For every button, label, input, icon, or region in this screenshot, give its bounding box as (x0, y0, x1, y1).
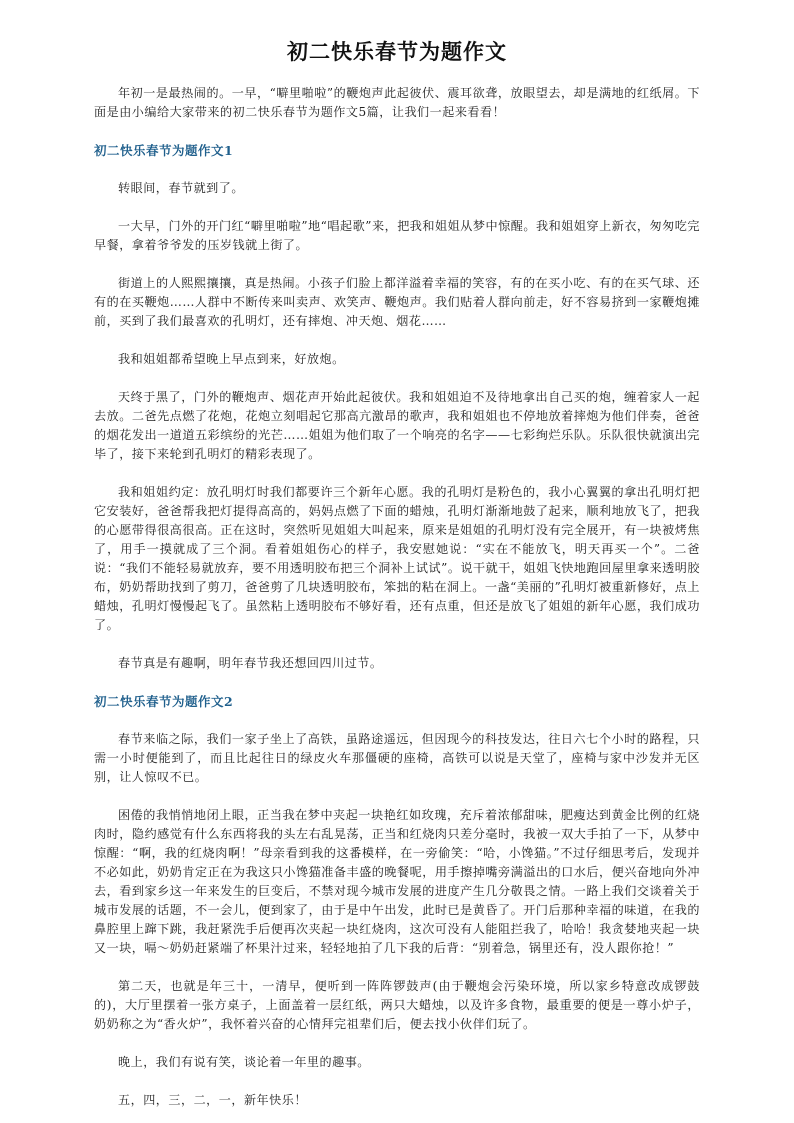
intro-paragraph: 年初一是最热闹的。一早，“噼里啪啦”的鞭炮声此起彼伏、震耳欲聋，放眼望去，却是满地的红纸屑。下面是由小编给大家带来的初二快乐春节为题作文5篇，让我们一起来看看！ (94, 86, 700, 119)
essay-2-heading: 初二快乐春节为题作文2 (94, 694, 234, 709)
spacer (94, 787, 700, 806)
spacer (94, 673, 700, 692)
spacer (94, 255, 700, 274)
essay-1-paragraph-1: 转眼间，春节就到了。 (118, 181, 244, 195)
spacer (94, 122, 700, 141)
essay-1-paragraph-5: 天终于黑了，门外的鞭炮声、烟花声开始此起彼伏。我和姐姐迫不及待地拿出自己买的炮，缠着家人一起去放。二爸先点燃了花炮，花炮立刻唱起它那高亢激昂的歌声，我和姐姐也不停地放着摔炮为他们伴奏，爸爸的烟花发出一道道五彩缤纷的光芒……姐姐为他们取了一个响亮的名字——七彩绚烂乐队。乐队很快就演出完毕了，接下来轮到孔明灯的精彩表现了。 (94, 390, 700, 461)
spacer (94, 464, 700, 483)
spacer (94, 331, 700, 350)
spacer (94, 711, 700, 730)
spacer (94, 1072, 700, 1091)
essay-1-paragraph-3: 街道上的人熙熙攘攘，真是热闹。小孩子们脸上都洋溢着幸福的笑容，有的在买小吃、有的在买气球、还有的在买鞭炮……人群中不断传来叫卖声、欢笑声、鞭炮声。我们贴着人群向前走，好不容易挤到一家鞭炮摊前，买到了我们最喜欢的孔明灯，还有摔炮、冲天炮、烟花…… (94, 276, 700, 328)
essay-2-paragraph-4: 晚上，我们有说有笑，谈论着一年里的趣事。 (118, 1055, 370, 1069)
spacer (94, 369, 700, 388)
essay-1-paragraph-2: 一大早，门外的开门红“噼里啪啦”地“唱起歌”来，把我和姐姐从梦中惊醒。我和姐姐穿上新衣，匆匆吃完早餐，拿着爷爷发的压岁钱就上街了。 (94, 219, 700, 252)
essay-2-paragraph-2: 困倦的我悄悄地闭上眼，正当我在梦中夹起一块艳红如玫瑰，充斥着浓郁甜味，肥瘦达到黄金比例的红烧肉时，隐约感觉有什么东西将我的头左右乱晃荡，正当和红烧肉只差分毫时，我被一双大手拍了一下，从梦中惊醒：“啊，我的红烧肉啊！”母亲看到我的这番模样，在一旁偷笑：“哈，小馋猫。”不过仔细思考后，发现并不必如此，奶奶肯定正在为我这只小馋猫准备丰盛的晚餐呢，用手擦掉嘴旁满溢出的口水后，便兴奋地向外冲去，看到家乡这一年来发生的巨变后，不禁对现今城市发展的进度产生几分敬畏之情。一路上我们交谈着关于城市发展的话题，不一会儿，便到家了，由于是中午出发，此时已是黄昏了。开门后那种幸福的味道，在我的鼻腔里上蹿下跳，我赶紧洗手后便再次夹起一块红烧肉，这次可没有人能阻拦我了，哈哈！我贪婪地夹起一块又一块，嗝～奶奶赶紧端了杯果汁过来，轻轻地拍了几下我的后背：“别着急，锅里还有，没人跟你抢！” (94, 808, 700, 955)
essay-1-paragraph-6: 我和姐姐约定：放孔明灯时我们都要许三个新年心愿。我的孔明灯是粉色的，我小心翼翼的拿出孔明灯把它安装好，爸爸帮我把灯提得高高的，妈妈点燃了下面的蜡烛，孔明灯渐渐地鼓了起来，顺利地放飞了，把我的心愿带得很高很高。正在这时，突然听见姐姐大叫起来，原来是姐姐的孔明灯没有完全展开，有一块被烤焦了，用手一摸就成了三个洞。看着姐姐伤心的样子，我安慰她说：“实在不能放飞，明天再买一个”。二爸说：“我们不能轻易就放弃，要不用透明胶布把三个洞补上试试”。说干就干，姐姐飞快地跑回屋里拿来透明胶布，奶奶帮助找到了剪刀，爸爸剪了几块透明胶布，笨拙的粘在洞上。一盏“美丽的”孔明灯被重新修好，点上蜡烛，孔明灯慢慢起飞了。虽然粘上透明胶布不够好看，还有点重，但还是放飞了姐姐的新年心愿，我们成功了。 (94, 485, 700, 632)
spacer (94, 160, 700, 179)
essay-2-paragraph-1: 春节来临之际，我们一家子坐上了高铁，虽路途遥远，但因现今的科技发达，往日六七个小时的路程，只需一小时便能到了，而且比起往日的绿皮火车那僵硬的座椅，高铁可以说是天堂了，座椅与家中沙发并无区别，让人惊叹不已。 (94, 732, 700, 784)
essay-2-paragraph-5: 五，四，三，二，一，新年快乐！ (118, 1093, 307, 1107)
spacer (94, 1034, 700, 1053)
essay-1-paragraph-7: 春节真是有趣啊，明年春节我还想回四川过节。 (118, 656, 383, 670)
essay-1-paragraph-4: 我和姐姐都希望晚上早点到来，好放炮。 (118, 352, 345, 366)
spacer (94, 198, 700, 217)
spacer (94, 958, 700, 977)
essay-2-paragraph-3: 第二天，也就是年三十，一清早，便听到一阵阵锣鼓声(由于鞭炮会污染环境，所以家乡特意改成锣鼓的)，大厅里摆着一张方桌子，上面盖着一层红纸，两只大蜡烛，以及许多食物，最重要的便是一尊小炉子，奶奶称之为“香火炉”，我怀着兴奋的心情拜完祖辈们后，便去找小伙伴们玩了。 (94, 979, 700, 1031)
essay-1-heading: 初二快乐春节为题作文1 (94, 143, 234, 158)
document-title: 初二快乐春节为题作文 (287, 40, 507, 64)
spacer (94, 635, 700, 654)
